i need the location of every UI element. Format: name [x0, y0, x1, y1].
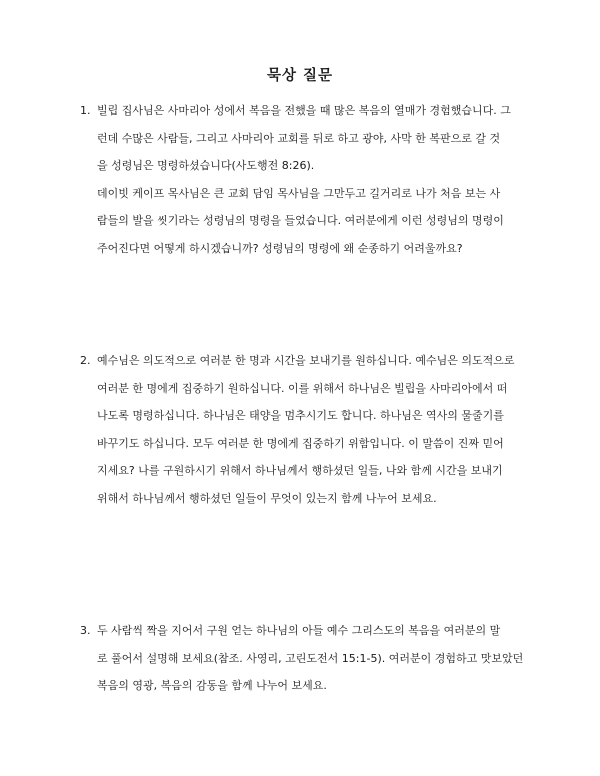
- question-3-line: 두 사람씩 짝을 지어서 구원 얻는 하나님의 아들 예수 그리스도의 복음을 여러분의 말: [97, 624, 501, 637]
- question-3-number: 3.: [80, 624, 91, 637]
- question-1-line: 런데 수많은 사람들, 그리고 사마리아 교회를 뒤로 하고 광야, 사막 한 복판으로 갈 것: [97, 131, 501, 145]
- question-2-line: 예수님은 의도적으로 여러분 한 명과 시간을 보내기를 원하십니다. 예수님은 의도적으로: [97, 354, 515, 367]
- question-2-text: [97, 347, 537, 512]
- question-1-line: 빌립 집사님은 사마리아 성에서 복음을 전했을 때 많은 복음의 열매가 경험했습니다. 그: [97, 104, 511, 117]
- question-2-line: 바꾸기도 하십니다. 모두 여러분 한 명에게 집중하기 위함입니다. 이 말씀이 진짜 믿어: [97, 436, 504, 450]
- question-1-line: 데이빗 케이프 목사님은 큰 교회 담임 목사님을 그만두고 길거리로 나가 처음 보는 사: [97, 186, 501, 200]
- question-3-text: [97, 617, 537, 700]
- question-2-line: 위해서 하나님께서 행하셨던 일들이 무엇이 있는지 함께 나누어 보세요.: [97, 491, 437, 505]
- question-1-line: 을 성령님은 명령하셨습니다(사도행전 8:26).: [97, 159, 315, 172]
- question-2-number: 2.: [80, 354, 91, 367]
- question-1-line: 람들의 발을 씻기라는 성령님의 명령을 들었습니다. 여러분에게 이런 성령님의 명령이: [97, 214, 504, 227]
- question-1-text: [97, 97, 537, 262]
- question-2-line: 여러분 한 명에게 집중하기 원하십니다. 이를 위해서 하나님은 빌립을 사마리아에서 떠: [97, 381, 508, 395]
- question-1-number: 1.: [80, 104, 91, 117]
- question-2-line: 지세요? 나를 구원하시기 위해서 하나님께서 행하셨던 일들, 나와 함께 시간을 보내기: [97, 464, 503, 477]
- question-2-line: 나도록 명령하십니다. 하나님은 태양을 멈추시기도 합니다. 하나님은 역사의 물줄기를: [97, 409, 504, 422]
- question-3-line: 로 풀어서 설명해 보세요(참조. 사영리, 고린도전서 15:1-5). 여러분이 경험하고 맛보았던: [97, 651, 524, 665]
- page-title: 묵상 질문: [266, 68, 334, 84]
- question-3-line: 복음의 영광, 복음의 감동을 함께 나누어 보세요.: [97, 679, 327, 692]
- question-1-line: 주어진다면 어떻게 하시겠습니까? 성령님의 명령에 왜 순종하기 어려울까요?: [97, 241, 463, 255]
